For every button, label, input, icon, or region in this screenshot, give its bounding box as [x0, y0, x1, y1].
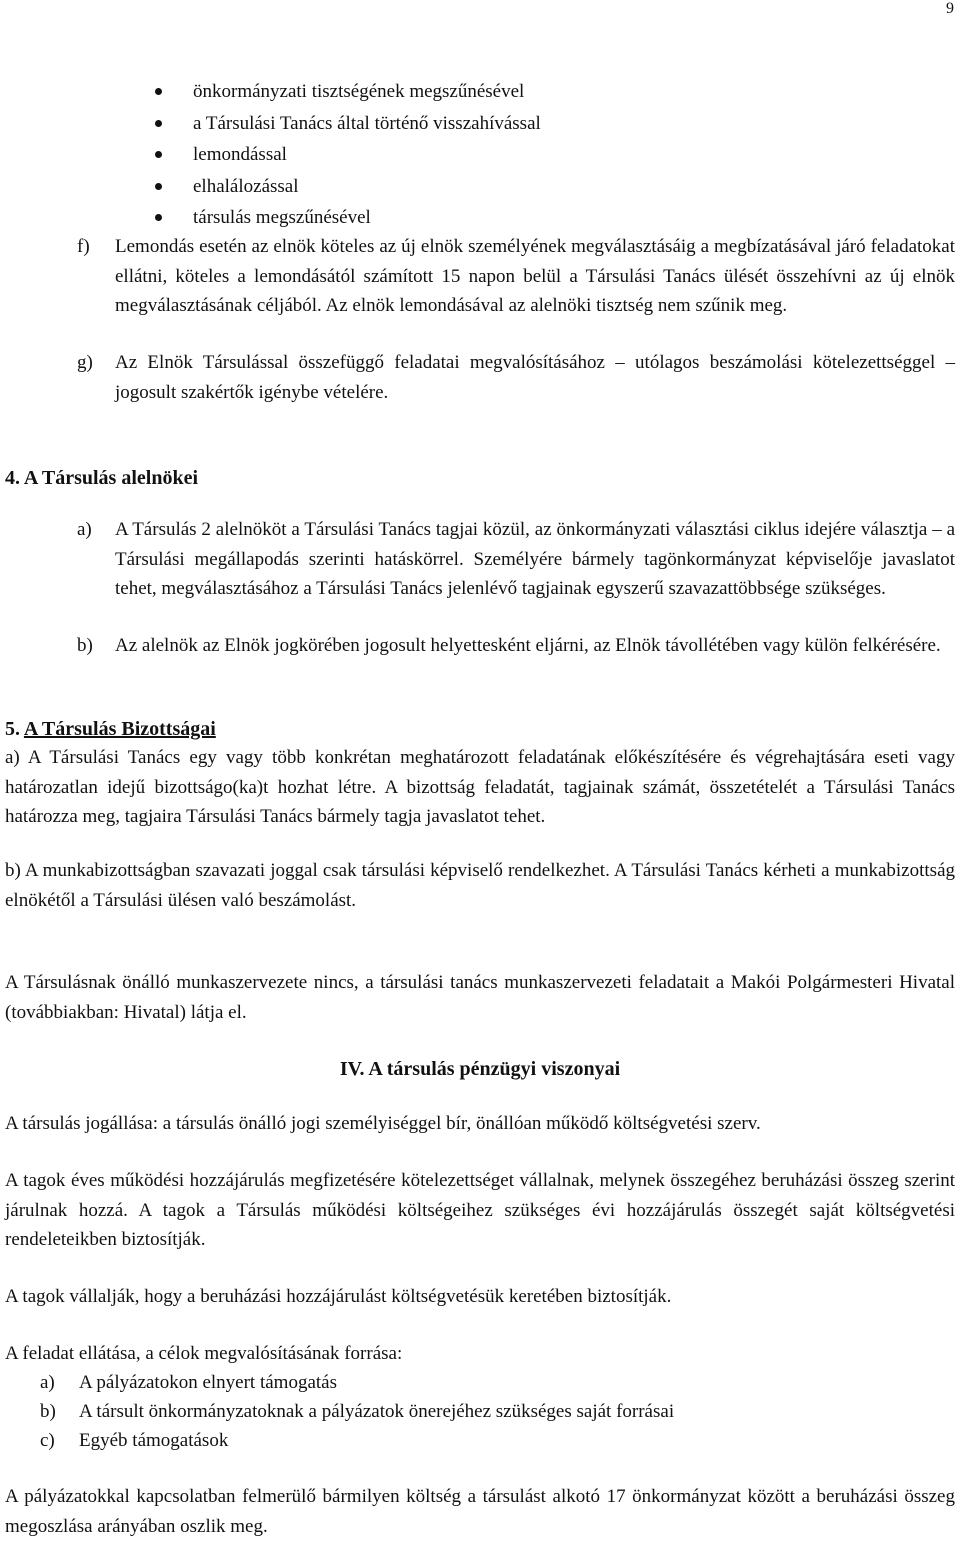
contribution-paragraph: A tagok éves működési hozzájárulás megfizetésére kötelezettséget vállalnak, melynek összegéhez beruházási összeg szerint járulnak hozzá. A tagok a Társulás működési költségeihez szükséges évi hozzájárulás összegét saját költségvetési rendeleteikben biztosítják.	[5, 1170, 955, 1250]
item-text: Egyéb támogatások	[79, 1430, 229, 1451]
item-marker: b)	[40, 1401, 56, 1422]
bullet-item: lemondással	[0, 139, 541, 171]
sources-intro: A feladat ellátása, a célok megvalósításának forrása:	[5, 1343, 403, 1364]
item-marker: g)	[77, 352, 93, 373]
list-item-f	[77, 232, 955, 321]
list-item-g	[77, 348, 955, 407]
section-5-number: 5.	[5, 718, 20, 740]
item-marker: b)	[77, 635, 93, 656]
source-item	[0, 1368, 674, 1397]
item-marker: a)	[40, 1372, 55, 1393]
item-marker: c)	[40, 1430, 55, 1451]
cost-sharing-paragraph: A pályázatokkal kapcsolatban felmerülő bármilyen költség a társulást alkotó 17 önkormányzat között a beruházási összeg megoszlása arányában oszlik meg.	[5, 1486, 955, 1537]
sources-list	[0, 1368, 674, 1455]
section-4-item-a	[77, 515, 955, 604]
chapter-iv-heading: IV. A társulás pénzügyi viszonyai	[339, 1058, 621, 1080]
source-item	[0, 1397, 674, 1426]
termination-bullet-list	[0, 76, 541, 234]
section-4-heading: 4. A Társulás alelnökei	[5, 467, 199, 489]
section-5-paragraph-b: b) A munkabizottságban szavazati joggal csak társulási képviselő rendelkezhet. A Társulási Tanács kérheti a munkabizottság elnökétől a Társulási ülésen való beszámolást.	[5, 860, 955, 911]
bullet-item: elhalálozással	[0, 171, 541, 203]
item-text: A társult önkormányzatoknak a pályázatok önerejéhez szükséges saját forrásai	[79, 1401, 675, 1422]
item-text: Az Elnök Társulással összefüggő feladatai megvalósításához – utólagos beszámolási kötelezettséggel – jogosult szakértők igénybe vételére.	[115, 352, 955, 403]
item-text: Az alelnök az Elnök jogkörében jogosult helyettesként eljárni, az Elnök távollétében vagy külön felkérésére.	[115, 635, 941, 656]
item-text: A Társulás 2 alelnököt a Társulási Tanács tagjai közül, az önkormányzati választási ciklus idejére választja – a Társulási megállapodás szerinti hatáskörrel. Személyére bármely tagönkormányzat képviselője javaslatot tehet, megválasztásához a Társulási Tanács jelenlévő tagjainak egyszerű szavazattöbbsége szükséges.	[115, 519, 955, 599]
hivatal-paragraph: A Társulásnak önálló munkaszervezete nincs, a társulási tanács munkaszervezeti feladatait a Makói Polgármesteri Hivatal (továbbiakban: Hivatal) látja el.	[5, 972, 955, 1023]
section-5-paragraph-a: a) A Társulási Tanács egy vagy több konkrétan meghatározott feladatának előkészítésére és végrehajtására eseti vagy határozatlan idejű bizottságo(ka)t hozhat létre. A bizottság feladatát, tagjainak számát, összetételét a Társulási Tanács határozza meg, tagjaira Társulási Tanács bármely tagja javaslatot tehet.	[5, 747, 955, 827]
item-marker: a)	[77, 519, 92, 540]
source-item	[0, 1426, 674, 1455]
bullet-item: társulás megszűnésével	[0, 202, 541, 234]
item-text: A pályázatokon elnyert támogatás	[79, 1372, 337, 1393]
item-text: Lemondás esetén az elnök köteles az új elnök személyének megválasztásáig a megbízatásával járó feladatokat ellátni, köteles a lemondásától számított 15 napon belül a Társulási Tanács ülését összehívni az új elnök megválasztásának céljából. Az elnök lemondásával az alelnöki tisztség nem szűnik meg.	[115, 236, 955, 316]
item-marker: f)	[77, 236, 90, 257]
section-5-heading	[5, 716, 216, 742]
legal-status-paragraph: A társulás jogállása: a társulás önálló jogi személyiséggel bír, önállóan működő költségvetési szerv.	[5, 1113, 761, 1134]
bullet-item: a Társulási Tanács által történő visszahívással	[0, 108, 541, 140]
page-number: 9	[946, 0, 954, 17]
bullet-item: önkormányzati tisztségének megszűnésével	[0, 76, 541, 108]
investment-paragraph: A tagok vállalják, hogy a beruházási hozzájárulást költségvetésük keretében biztosítják.	[5, 1286, 672, 1307]
section-5-title: A Társulás Bizottságai	[23, 718, 216, 740]
section-4-item-b	[77, 631, 955, 661]
